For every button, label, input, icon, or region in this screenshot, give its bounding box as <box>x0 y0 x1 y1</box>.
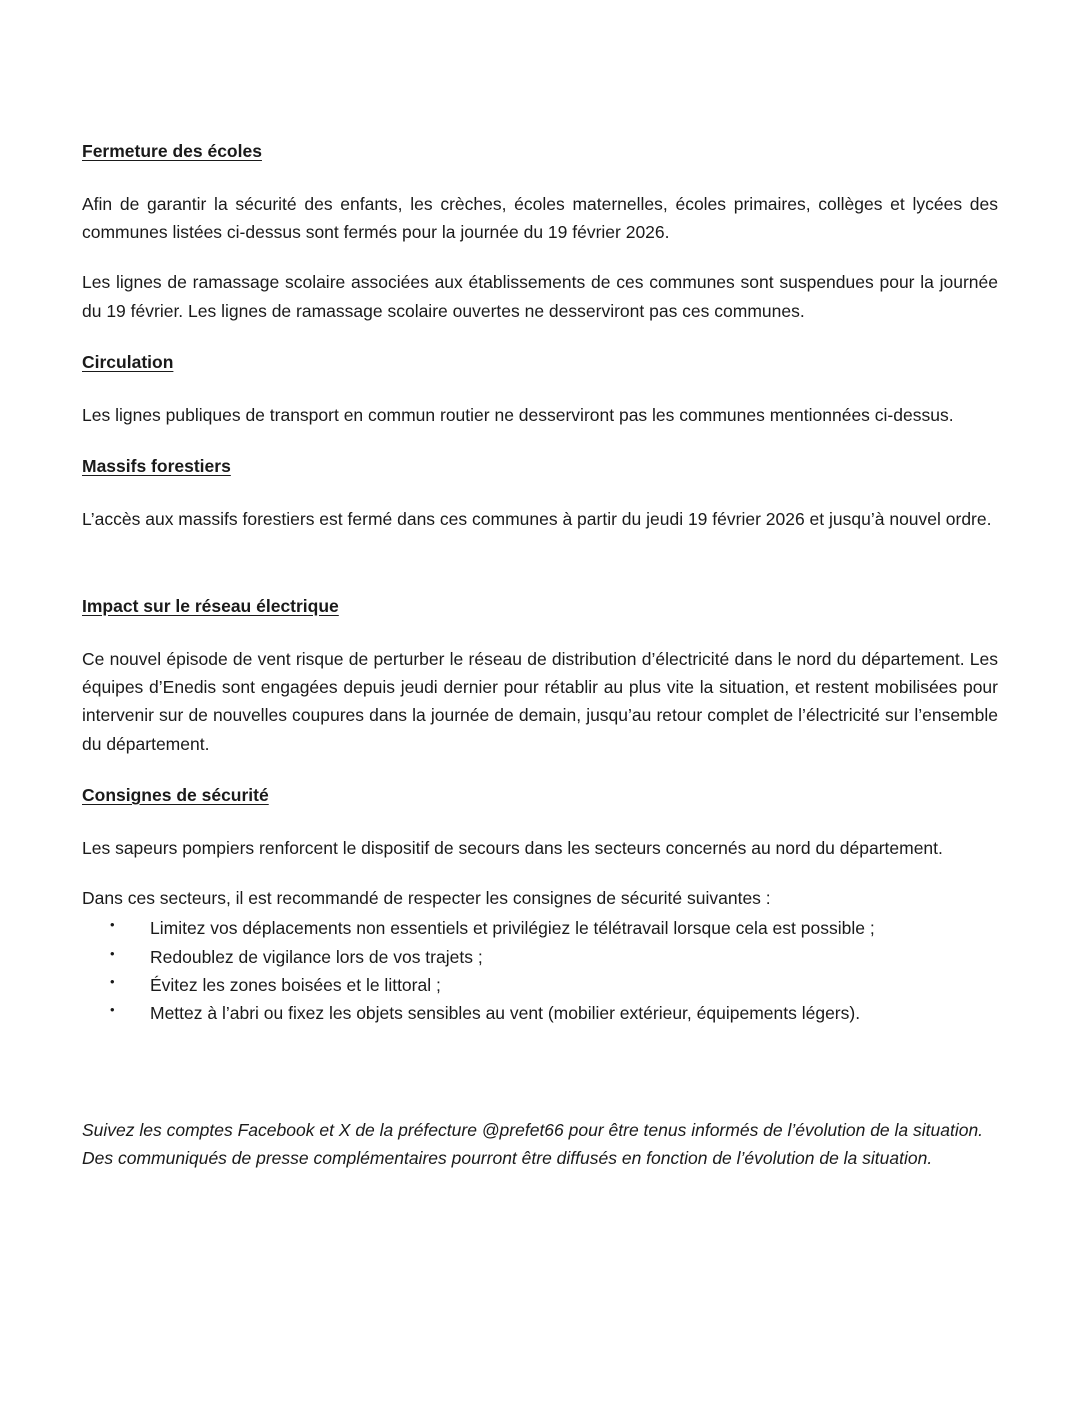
spacer <box>82 429 998 455</box>
paragraph-consignes-1: Les sapeurs pompiers renforcent le dispositif de secours dans les secteurs concernés au nord du département. <box>82 837 943 858</box>
paragraph-ecoles-1: Afin de garantir la sécurité des enfants, les crèches, écoles maternelles, écoles primaires, collèges et lycées des communes listées ci-dessus sont fermés pour la journée du 19 février 2026. <box>82 193 998 242</box>
paragraph-massifs-1: L’accès aux massifs forestiers est fermé dans ces communes à partir du jeudi 19 février 2026 et jusqu’à nouvel ordre. <box>82 508 992 529</box>
spacer <box>82 375 998 401</box>
list-item: • Mettez à l’abri ou fixez les objets sensibles au vent (mobilier extérieur, équipements légers). <box>82 999 998 1027</box>
spacer <box>82 862 998 884</box>
paragraph-circulation-1: Les lignes publiques de transport en commun routier ne desserviront pas les communes mentionnées ci-dessus. <box>82 404 954 425</box>
section-heading-massifs: Massifs forestiers <box>82 455 231 476</box>
spacer <box>82 808 998 834</box>
spacer <box>82 246 998 268</box>
paragraph-ecoles-2: Les lignes de ramassage scolaire associées aux établissements de ces communes sont suspendues pour la journée du 19 février. Les lignes de ramassage scolaire ouvertes ne desserviront pas ces communes. <box>82 272 998 321</box>
section-heading-reseau: Impact sur le réseau électrique <box>82 595 339 616</box>
section-heading-ecoles: Fermeture des écoles <box>82 141 262 161</box>
list-item: • Limitez vos déplacements non essentiels et privilégiez le télétravail lorsque cela est possible ; <box>82 914 998 942</box>
spacer <box>82 619 998 645</box>
spacer <box>82 758 998 784</box>
consignes-list <box>82 914 998 1027</box>
spacer <box>82 164 998 190</box>
spacer <box>82 1028 998 1090</box>
paragraph-reseau-1: Ce nouvel épisode de vent risque de perturber le réseau de distribution d’électricité dans le nord du département. Les équipes d’Enedis sont engagées depuis jeudi dernier pour rétablir au plus vite la situation, et restent mobilisées pour intervenir sur de nouvelles coupures dans la journée de demain, jusqu’au retour complet de l’électricité sur l’ensemble du département. <box>82 648 998 754</box>
section-heading-circulation: Circulation <box>82 352 174 372</box>
list-item: • Évitez les zones boisées et le littoral ; <box>82 971 998 999</box>
paragraph-consignes-2: Dans ces secteurs, il est recommandé de respecter les consignes de sécurité suivantes : <box>82 887 771 908</box>
footer-note-social: Suivez les comptes Facebook et X de la préfecture @prefet66 pour être tenus informés de l’évolution de la situation. <box>82 1119 984 1140</box>
footer-note-press: Des communiqués de presse complémentaires pourront être diffusés en fonction de l’évolution de la situation. <box>82 1147 933 1168</box>
list-item: • Redoublez de vigilance lors de vos trajets ; <box>82 943 998 971</box>
spacer <box>82 479 998 505</box>
document-body <box>82 140 998 1172</box>
section-heading-consignes: Consignes de sécurité <box>82 784 269 805</box>
spacer <box>82 533 998 595</box>
spacer <box>82 325 998 351</box>
spacer <box>82 1090 998 1116</box>
